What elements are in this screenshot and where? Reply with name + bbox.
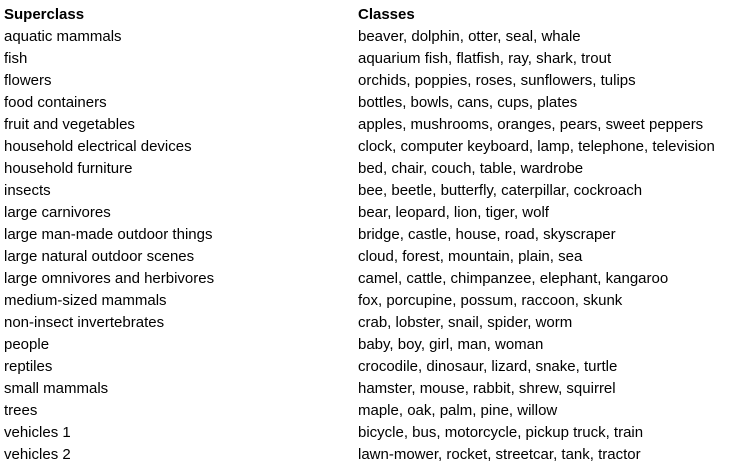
table-row (0, 400, 748, 422)
superclass-cell: non-insect invertebrates (4, 314, 165, 331)
superclass-cell: flowers (4, 72, 52, 89)
superclass-cell: household furniture (4, 160, 133, 177)
table-row (0, 114, 748, 136)
classes-cell: beaver, dolphin, otter, seal, whale (358, 28, 581, 45)
superclass-cell: people (4, 336, 50, 353)
classes-cell: cloud, forest, mountain, plain, sea (358, 248, 583, 265)
superclass-cell: large omnivores and herbivores (4, 270, 215, 287)
table-row (0, 312, 748, 334)
superclass-cell: food containers (4, 94, 107, 111)
superclass-cell: small mammals (4, 380, 109, 397)
table-row (0, 378, 748, 400)
classes-cell: bottles, bowls, cans, cups, plates (358, 94, 578, 111)
header-superclass: Superclass (4, 6, 85, 23)
superclass-cell: insects (4, 182, 51, 199)
table-row (0, 26, 748, 48)
superclass-cell: household electrical devices (4, 138, 192, 155)
classes-cell: bear, leopard, lion, tiger, wolf (358, 204, 549, 221)
classes-cell: orchids, poppies, roses, sunflowers, tulips (358, 72, 636, 89)
table-row (0, 158, 748, 180)
table-row (0, 224, 748, 246)
classes-cell: hamster, mouse, rabbit, shrew, squirrel (358, 380, 616, 397)
classes-cell: bed, chair, couch, table, wardrobe (358, 160, 584, 177)
classes-cell: crocodile, dinosaur, lizard, snake, turtle (358, 358, 618, 375)
table-row (0, 290, 748, 312)
table-row (0, 422, 748, 444)
superclass-cell: medium-sized mammals (4, 292, 167, 309)
superclass-cell: large carnivores (4, 204, 111, 221)
classes-cell: aquarium fish, flatfish, ray, shark, trout (358, 50, 612, 67)
superclass-cell: aquatic mammals (4, 28, 122, 45)
classes-cell: apples, mushrooms, oranges, pears, sweet peppers (358, 116, 704, 133)
table-row (0, 334, 748, 356)
table-row (0, 136, 748, 158)
table-row (0, 268, 748, 290)
superclass-cell: reptiles (4, 358, 53, 375)
table-row (0, 202, 748, 224)
classes-cell: fox, porcupine, possum, raccoon, skunk (358, 292, 623, 309)
superclass-cell: vehicles 1 (4, 424, 71, 441)
superclass-cell: fish (4, 50, 28, 67)
table-row (0, 92, 748, 114)
superclass-cell: vehicles 2 (4, 446, 71, 463)
classes-cell: lawn-mower, rocket, streetcar, tank, tractor (358, 446, 641, 463)
table-row (0, 48, 748, 70)
superclass-cell: fruit and vegetables (4, 116, 135, 133)
table-row (0, 180, 748, 202)
table-row (0, 356, 748, 378)
table-row (0, 70, 748, 92)
classes-cell: clock, computer keyboard, lamp, telephone, television (358, 138, 715, 155)
classes-cell: crab, lobster, snail, spider, worm (358, 314, 573, 331)
classes-cell: camel, cattle, chimpanzee, elephant, kangaroo (358, 270, 669, 287)
header-classes: Classes (358, 6, 415, 23)
classes-cell: bicycle, bus, motorcycle, pickup truck, train (358, 424, 644, 441)
classes-cell: bee, beetle, butterfly, caterpillar, cockroach (358, 182, 643, 199)
table-header-row (0, 4, 748, 26)
classes-cell: maple, oak, palm, pine, willow (358, 402, 558, 419)
superclass-cell: large man-made outdoor things (4, 226, 213, 243)
table-row (0, 246, 748, 268)
classes-cell: bridge, castle, house, road, skyscraper (358, 226, 616, 243)
classes-cell: baby, boy, girl, man, woman (358, 336, 544, 353)
superclass-cell: trees (4, 402, 38, 419)
table-row (0, 444, 748, 466)
superclass-cell: large natural outdoor scenes (4, 248, 195, 265)
